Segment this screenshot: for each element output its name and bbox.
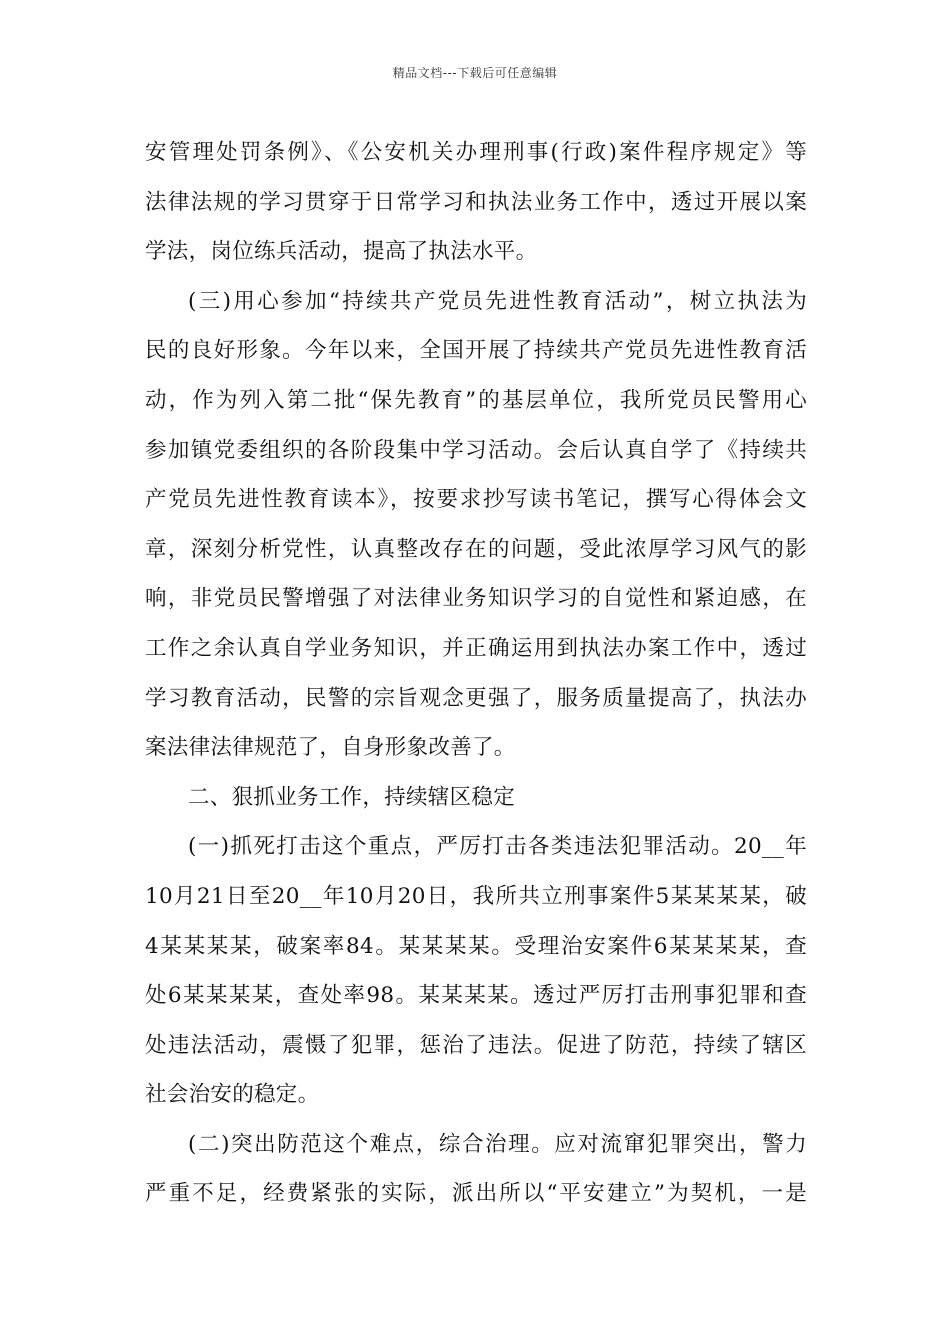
text-line: 学习教育活动，民警的宗旨观念更强了，服务质量提高了，执法办 — [145, 685, 807, 711]
paragraph — [145, 822, 807, 1120]
paragraph — [145, 277, 807, 773]
text-line: (二)突出防范这个难点，综合治理。应对流窜犯罪突出，警力 — [188, 1131, 807, 1157]
paragraph — [145, 1120, 807, 1219]
text-line: 响，非党员民警增强了对法律业务知识学习的自觉性和紧迫感，在 — [145, 586, 807, 612]
text-line: 严重不足，经费紧张的实际，派出所以“平安建立”为契机，一是 — [145, 1181, 807, 1207]
text-line: 章，深刻分析党性，认真整改存在的问题，受此浓厚学习风气的影 — [145, 536, 807, 562]
text-line: 产党员先进性教育读本》，按要求抄写读书笔记，撰写心得体会文 — [145, 487, 807, 513]
paragraph — [145, 128, 807, 277]
text-line: 工作之余认真自学业务知识，并正确运用到执法办案工作中，透过 — [145, 635, 807, 661]
text-line: 参加镇党委组织的各阶段集中学习活动。会后认真自学了《持续共 — [145, 437, 807, 463]
text-line: 动，作为列入第二批“保先教育”的基层单位，我所党员民警用心 — [145, 387, 807, 413]
text-line: 二、狠抓业务工作，持续辖区稳定 — [188, 784, 516, 810]
page-header: 精品文档---下载后可任意编辑 — [392, 66, 558, 80]
text-line: 学法，岗位练兵活动，提高了执法水平。 — [145, 239, 538, 265]
text-line: (三)用心参加“持续共产党员先进性教育活动”，树立执法为 — [188, 288, 807, 314]
text-line: 4某某某某，破案率84。某某某某。受理治安案件6某某某某，查 — [145, 933, 807, 959]
text-line: 10月21日至20__年10月20日，我所共立刑事案件5某某某某，破 — [145, 883, 807, 909]
text-line: 案法律法律规范了，自身形象改善了。 — [145, 735, 516, 761]
section-heading — [145, 773, 807, 823]
document-body — [145, 128, 807, 1219]
text-line: 处6某某某某，查处率98。某某某某。透过严厉打击刑事犯罪和查 — [145, 983, 807, 1009]
text-line: 处违法活动，震慑了犯罪，惩治了违法。促进了防范，持续了辖区 — [145, 1032, 807, 1058]
text-line: 法律法规的学习贯穿于日常学习和执法业务工作中，透过开展以案 — [145, 189, 807, 215]
text-line: 社会治安的稳定。 — [145, 1082, 320, 1108]
text-line: 安管理处罚条例》、《公安机关办理刑事(行政)案件程序规定》等 — [145, 140, 807, 165]
text-line: (一)抓死打击这个重点，严厉打击各类违法犯罪活动。20__年 — [188, 834, 807, 860]
text-line: 民的良好形象。今年以来，全国开展了持续共产党员先进性教育活 — [145, 338, 807, 364]
